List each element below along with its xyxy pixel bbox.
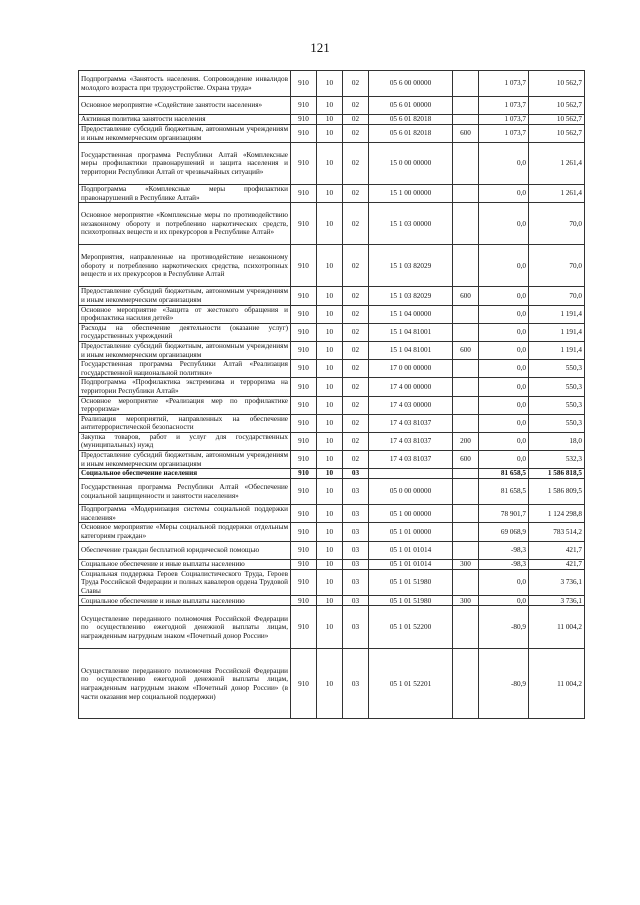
- table-row: [79, 469, 585, 479]
- row-grbs: 910: [291, 203, 317, 245]
- table-row: [79, 125, 585, 143]
- table-row: [79, 143, 585, 185]
- row-section: 10: [317, 287, 343, 305]
- row-section: 10: [317, 360, 343, 378]
- table-row: [79, 479, 585, 505]
- row-grbs: 910: [291, 606, 317, 649]
- table-row: [79, 649, 585, 719]
- row-grbs: 910: [291, 305, 317, 323]
- row-change-amount: 0,0: [479, 378, 529, 396]
- row-change-amount: 0,0: [479, 305, 529, 323]
- row-grbs: 910: [291, 505, 317, 523]
- row-name: Социальная поддержка Героев Социалистического Труда, Героев Труда Российской Федерации и полных кавалеров ордена Трудовой Славы: [79, 569, 291, 596]
- row-name: Закупка товаров, работ и услуг для государственных (муниципальных) нужд: [79, 432, 291, 450]
- row-section: 10: [317, 323, 343, 341]
- row-total-amount: 70,0: [529, 203, 585, 245]
- row-change-amount: 0,0: [479, 323, 529, 341]
- row-target-code: 05 1 01 51980: [369, 569, 453, 596]
- table-row: [79, 432, 585, 450]
- row-total-amount: 1 191,4: [529, 305, 585, 323]
- row-name: Основное мероприятие «Комплексные меры по противодействию незаконному обороту и потреблению наркотических средств, психотропных веществ и их прекурсоров в Республике Алтай»: [79, 203, 291, 245]
- row-subsection: 02: [343, 185, 369, 203]
- row-section: 10: [317, 505, 343, 523]
- row-name: Предоставление субсидий бюджетным, автономным учреждениям и иным некоммерческим организациям: [79, 287, 291, 305]
- row-total-amount: 550,3: [529, 378, 585, 396]
- row-total-amount: 421,7: [529, 541, 585, 559]
- row-total-amount: 1 586 809,5: [529, 479, 585, 505]
- row-change-amount: 0,0: [479, 341, 529, 359]
- row-subsection: 02: [343, 71, 369, 97]
- row-subsection: 02: [343, 287, 369, 305]
- row-subsection: 02: [343, 97, 369, 115]
- table-row: [79, 71, 585, 97]
- row-total-amount: 3 736,1: [529, 569, 585, 596]
- table-row: [79, 396, 585, 414]
- row-name: Основное мероприятие «Содействие занятости населения»: [79, 97, 291, 115]
- row-total-amount: 10 562,7: [529, 115, 585, 125]
- table-row: [79, 414, 585, 432]
- row-subsection: 02: [343, 378, 369, 396]
- row-subsection: 03: [343, 505, 369, 523]
- row-name: Социальное обеспечение и иные выплаты населению: [79, 559, 291, 569]
- row-expense-type: [453, 360, 479, 378]
- row-name: Социальное обеспечение населения: [79, 469, 291, 479]
- table-row: [79, 341, 585, 359]
- row-target-code: 17 4 03 81037: [369, 432, 453, 450]
- row-name: Подпрограмма «Профилактика экстремизма и терроризма на территории Республики Алтай»: [79, 378, 291, 396]
- row-expense-type: [453, 143, 479, 185]
- row-change-amount: -98,3: [479, 541, 529, 559]
- table-row: [79, 523, 585, 541]
- table-row: [79, 245, 585, 287]
- row-expense-type: [453, 305, 479, 323]
- table-row: [79, 287, 585, 305]
- table-row: [79, 378, 585, 396]
- row-grbs: 910: [291, 185, 317, 203]
- row-grbs: 910: [291, 432, 317, 450]
- row-name: Предоставление субсидий бюджетным, автономным учреждениям и иным некоммерческим организациям: [79, 341, 291, 359]
- row-total-amount: 10 562,7: [529, 71, 585, 97]
- row-subsection: 03: [343, 649, 369, 719]
- row-change-amount: -80,9: [479, 606, 529, 649]
- row-change-amount: 0,0: [479, 287, 529, 305]
- row-expense-type: [453, 245, 479, 287]
- row-total-amount: 1 586 818,5: [529, 469, 585, 479]
- row-name: Государственная программа Республики Алтай «Комплексные меры профилактики правонарушений и защита населения и территории Республики Алтай от чрезвычайных ситуаций»: [79, 143, 291, 185]
- row-subsection: 03: [343, 541, 369, 559]
- row-total-amount: 550,3: [529, 396, 585, 414]
- row-subsection: 02: [343, 396, 369, 414]
- row-grbs: 910: [291, 341, 317, 359]
- row-total-amount: 18,0: [529, 432, 585, 450]
- row-grbs: 910: [291, 569, 317, 596]
- row-change-amount: 1 073,7: [479, 125, 529, 143]
- row-expense-type: [453, 115, 479, 125]
- row-expense-type: 200: [453, 432, 479, 450]
- page-number: 121: [310, 40, 330, 55]
- row-grbs: 910: [291, 97, 317, 115]
- row-target-code: 15 1 03 00000: [369, 203, 453, 245]
- row-subsection: 02: [343, 245, 369, 287]
- row-grbs: 910: [291, 649, 317, 719]
- row-name: Предоставление субсидий бюджетным, автономным учреждениям и иным некоммерческим организациям: [79, 125, 291, 143]
- row-change-amount: 0,0: [479, 245, 529, 287]
- row-change-amount: 0,0: [479, 569, 529, 596]
- row-total-amount: 421,7: [529, 559, 585, 569]
- table-row: [79, 360, 585, 378]
- row-name: Реализация мероприятий, направленных на обеспечение антитеррористической безопасности: [79, 414, 291, 432]
- row-target-code: 05 0 00 00000: [369, 479, 453, 505]
- row-target-code: 05 6 01 82018: [369, 125, 453, 143]
- row-total-amount: 70,0: [529, 245, 585, 287]
- table-row: [79, 323, 585, 341]
- row-subsection: 03: [343, 606, 369, 649]
- row-name: Подпрограмма «Комплексные меры профилактики правонарушений в Республике Алтай»: [79, 185, 291, 203]
- row-section: 10: [317, 143, 343, 185]
- row-change-amount: 1 073,7: [479, 115, 529, 125]
- table-row: [79, 185, 585, 203]
- row-name: Основное мероприятие «Защита от жестокого обращения и профилактика насилия детей»: [79, 305, 291, 323]
- row-expense-type: [453, 396, 479, 414]
- row-target-code: 15 0 00 00000: [369, 143, 453, 185]
- row-target-code: 05 6 00 00000: [369, 71, 453, 97]
- row-target-code: 17 4 03 00000: [369, 396, 453, 414]
- row-name: Активная политика занятости населения: [79, 115, 291, 125]
- row-section: 10: [317, 649, 343, 719]
- row-subsection: 02: [343, 143, 369, 185]
- row-grbs: 910: [291, 323, 317, 341]
- row-expense-type: [453, 523, 479, 541]
- row-name: Обеспечение граждан бесплатной юридической помощью: [79, 541, 291, 559]
- row-section: 10: [317, 97, 343, 115]
- row-section: 10: [317, 125, 343, 143]
- row-change-amount: 1 073,7: [479, 71, 529, 97]
- row-target-code: 05 1 01 01014: [369, 559, 453, 569]
- row-subsection: 02: [343, 323, 369, 341]
- row-grbs: 910: [291, 287, 317, 305]
- row-expense-type: 600: [453, 287, 479, 305]
- row-name: Подпрограмма «Модернизация системы социальной поддержки населения»: [79, 505, 291, 523]
- row-target-code: 05 1 01 52200: [369, 606, 453, 649]
- row-grbs: 910: [291, 71, 317, 97]
- row-section: 10: [317, 596, 343, 606]
- table-row: [79, 559, 585, 569]
- row-subsection: 03: [343, 569, 369, 596]
- row-change-amount: 69 068,9: [479, 523, 529, 541]
- row-change-amount: 0,0: [479, 203, 529, 245]
- row-name: Социальное обеспечение и иные выплаты населению: [79, 596, 291, 606]
- row-section: 10: [317, 559, 343, 569]
- row-target-code: 15 1 04 81001: [369, 341, 453, 359]
- row-grbs: 910: [291, 396, 317, 414]
- row-grbs: 910: [291, 451, 317, 469]
- row-change-amount: -98,3: [479, 559, 529, 569]
- row-name: Подпрограмма «Занятость населения. Сопровождение инвалидов молодого возраста при трудоустройстве. Охрана труда»: [79, 71, 291, 97]
- row-subsection: 02: [343, 432, 369, 450]
- row-section: 10: [317, 305, 343, 323]
- row-name: Государственная программа Республики Алтай «Обеспечение социальной защищенности и занятости населения»: [79, 479, 291, 505]
- row-subsection: 02: [343, 414, 369, 432]
- row-expense-type: [453, 378, 479, 396]
- row-target-code: 17 4 03 81037: [369, 451, 453, 469]
- row-target-code: [369, 469, 453, 479]
- row-section: 10: [317, 479, 343, 505]
- row-target-code: 15 1 03 82029: [369, 287, 453, 305]
- row-target-code: 15 1 03 82029: [369, 245, 453, 287]
- row-total-amount: 10 562,7: [529, 125, 585, 143]
- row-expense-type: [453, 505, 479, 523]
- row-target-code: 15 1 00 00000: [369, 185, 453, 203]
- row-target-code: 05 6 01 00000: [369, 97, 453, 115]
- row-section: 10: [317, 469, 343, 479]
- row-section: 10: [317, 569, 343, 596]
- row-section: 10: [317, 378, 343, 396]
- row-subsection: 02: [343, 305, 369, 323]
- row-change-amount: 81 658,5: [479, 469, 529, 479]
- row-grbs: 910: [291, 596, 317, 606]
- row-total-amount: 783 514,2: [529, 523, 585, 541]
- row-section: 10: [317, 523, 343, 541]
- row-target-code: 05 1 01 51980: [369, 596, 453, 606]
- table-row: [79, 305, 585, 323]
- row-subsection: 03: [343, 559, 369, 569]
- row-target-code: 17 4 03 81037: [369, 414, 453, 432]
- row-change-amount: 0,0: [479, 185, 529, 203]
- row-name: Осуществление переданного полномочия Российской Федерации по осуществлению ежегодной денежной выплаты лицам, награжденным нагрудным знаком «Почетный донор России»: [79, 606, 291, 649]
- row-expense-type: [453, 414, 479, 432]
- row-name: Мероприятия, направленные на противодействие незаконному обороту и потреблению наркотических средства, психотропных веществ и их прекурсоров в Республике Алтай: [79, 245, 291, 287]
- row-section: 10: [317, 541, 343, 559]
- row-name: Государственная программа Республики Алтай «Реализация государственной национальной политики»: [79, 360, 291, 378]
- row-section: 10: [317, 203, 343, 245]
- row-subsection: 02: [343, 125, 369, 143]
- row-expense-type: [453, 479, 479, 505]
- row-grbs: 910: [291, 414, 317, 432]
- row-expense-type: 300: [453, 596, 479, 606]
- row-subsection: 03: [343, 596, 369, 606]
- row-grbs: 910: [291, 378, 317, 396]
- row-section: 10: [317, 71, 343, 97]
- row-target-code: 15 1 04 00000: [369, 305, 453, 323]
- row-subsection: 02: [343, 115, 369, 125]
- row-change-amount: 0,0: [479, 396, 529, 414]
- row-expense-type: [453, 649, 479, 719]
- row-total-amount: 1 261,4: [529, 185, 585, 203]
- row-section: 10: [317, 341, 343, 359]
- row-grbs: 910: [291, 115, 317, 125]
- row-grbs: 910: [291, 469, 317, 479]
- row-change-amount: 0,0: [479, 596, 529, 606]
- row-change-amount: 0,0: [479, 414, 529, 432]
- row-expense-type: 600: [453, 451, 479, 469]
- row-section: 10: [317, 606, 343, 649]
- row-subsection: 02: [343, 203, 369, 245]
- table-row: [79, 97, 585, 115]
- row-expense-type: [453, 203, 479, 245]
- row-expense-type: [453, 469, 479, 479]
- row-section: 10: [317, 115, 343, 125]
- row-subsection: 02: [343, 341, 369, 359]
- row-subsection: 03: [343, 469, 369, 479]
- row-expense-type: 600: [453, 125, 479, 143]
- row-change-amount: 81 658,5: [479, 479, 529, 505]
- row-change-amount: 0,0: [479, 143, 529, 185]
- row-total-amount: 10 562,7: [529, 97, 585, 115]
- row-expense-type: 300: [453, 559, 479, 569]
- row-expense-type: [453, 606, 479, 649]
- row-total-amount: 11 004,2: [529, 649, 585, 719]
- row-target-code: 05 1 00 00000: [369, 505, 453, 523]
- table-row: [79, 606, 585, 649]
- row-target-code: 17 4 00 00000: [369, 378, 453, 396]
- row-total-amount: 70,0: [529, 287, 585, 305]
- row-total-amount: 532,3: [529, 451, 585, 469]
- row-subsection: 02: [343, 360, 369, 378]
- row-section: 10: [317, 451, 343, 469]
- row-name: Осуществление переданного полномочия Российской Федерации по осуществлению ежегодной денежной выплаты лицам, награжденным нагрудным знаком «Почетный донор России» (в части оказания мер социальной поддержки): [79, 649, 291, 719]
- row-expense-type: [453, 569, 479, 596]
- row-subsection: 03: [343, 479, 369, 505]
- row-name: Предоставление субсидий бюджетным, автономным учреждениям и иным некоммерческим организациям: [79, 451, 291, 469]
- row-grbs: 910: [291, 125, 317, 143]
- row-total-amount: 1 191,4: [529, 341, 585, 359]
- row-name: Основное мероприятие «Меры социальной поддержки отдельным категориям граждан»: [79, 523, 291, 541]
- row-total-amount: 550,3: [529, 414, 585, 432]
- row-expense-type: [453, 185, 479, 203]
- row-grbs: 910: [291, 479, 317, 505]
- row-grbs: 910: [291, 143, 317, 185]
- row-total-amount: 550,3: [529, 360, 585, 378]
- row-name: Расходы на обеспечение деятельности (оказание услуг) государственных учреждений: [79, 323, 291, 341]
- row-total-amount: 1 124 298,8: [529, 505, 585, 523]
- row-change-amount: 1 073,7: [479, 97, 529, 115]
- row-subsection: 03: [343, 523, 369, 541]
- row-expense-type: 600: [453, 341, 479, 359]
- row-expense-type: [453, 71, 479, 97]
- row-target-code: 05 1 01 52201: [369, 649, 453, 719]
- row-total-amount: 1 261,4: [529, 143, 585, 185]
- budget-rows: [79, 71, 585, 719]
- row-grbs: 910: [291, 559, 317, 569]
- table-row: [79, 569, 585, 596]
- table-row: [79, 115, 585, 125]
- table-row: [79, 451, 585, 469]
- row-target-code: 05 6 01 82018: [369, 115, 453, 125]
- table-row: [79, 596, 585, 606]
- row-section: 10: [317, 432, 343, 450]
- row-section: 10: [317, 185, 343, 203]
- row-total-amount: 3 736,1: [529, 596, 585, 606]
- row-change-amount: 78 901,7: [479, 505, 529, 523]
- row-change-amount: 0,0: [479, 432, 529, 450]
- row-target-code: 05 1 01 01014: [369, 541, 453, 559]
- row-change-amount: -80,9: [479, 649, 529, 719]
- row-name: Основное мероприятие «Реализация мер по профилактике терроризма»: [79, 396, 291, 414]
- row-total-amount: 11 004,2: [529, 606, 585, 649]
- budget-table: [78, 70, 585, 719]
- row-expense-type: [453, 97, 479, 115]
- row-grbs: 910: [291, 523, 317, 541]
- row-change-amount: 0,0: [479, 360, 529, 378]
- table-row: [79, 541, 585, 559]
- row-subsection: 02: [343, 451, 369, 469]
- row-total-amount: 1 191,4: [529, 323, 585, 341]
- row-grbs: 910: [291, 541, 317, 559]
- row-target-code: 15 1 04 81001: [369, 323, 453, 341]
- row-target-code: 05 1 01 00000: [369, 523, 453, 541]
- table-row: [79, 505, 585, 523]
- row-change-amount: 0,0: [479, 451, 529, 469]
- table-row: [79, 203, 585, 245]
- row-expense-type: [453, 323, 479, 341]
- row-grbs: 910: [291, 245, 317, 287]
- row-target-code: 17 0 00 00000: [369, 360, 453, 378]
- row-section: 10: [317, 414, 343, 432]
- row-section: 10: [317, 396, 343, 414]
- row-section: 10: [317, 245, 343, 287]
- row-grbs: 910: [291, 360, 317, 378]
- row-expense-type: [453, 541, 479, 559]
